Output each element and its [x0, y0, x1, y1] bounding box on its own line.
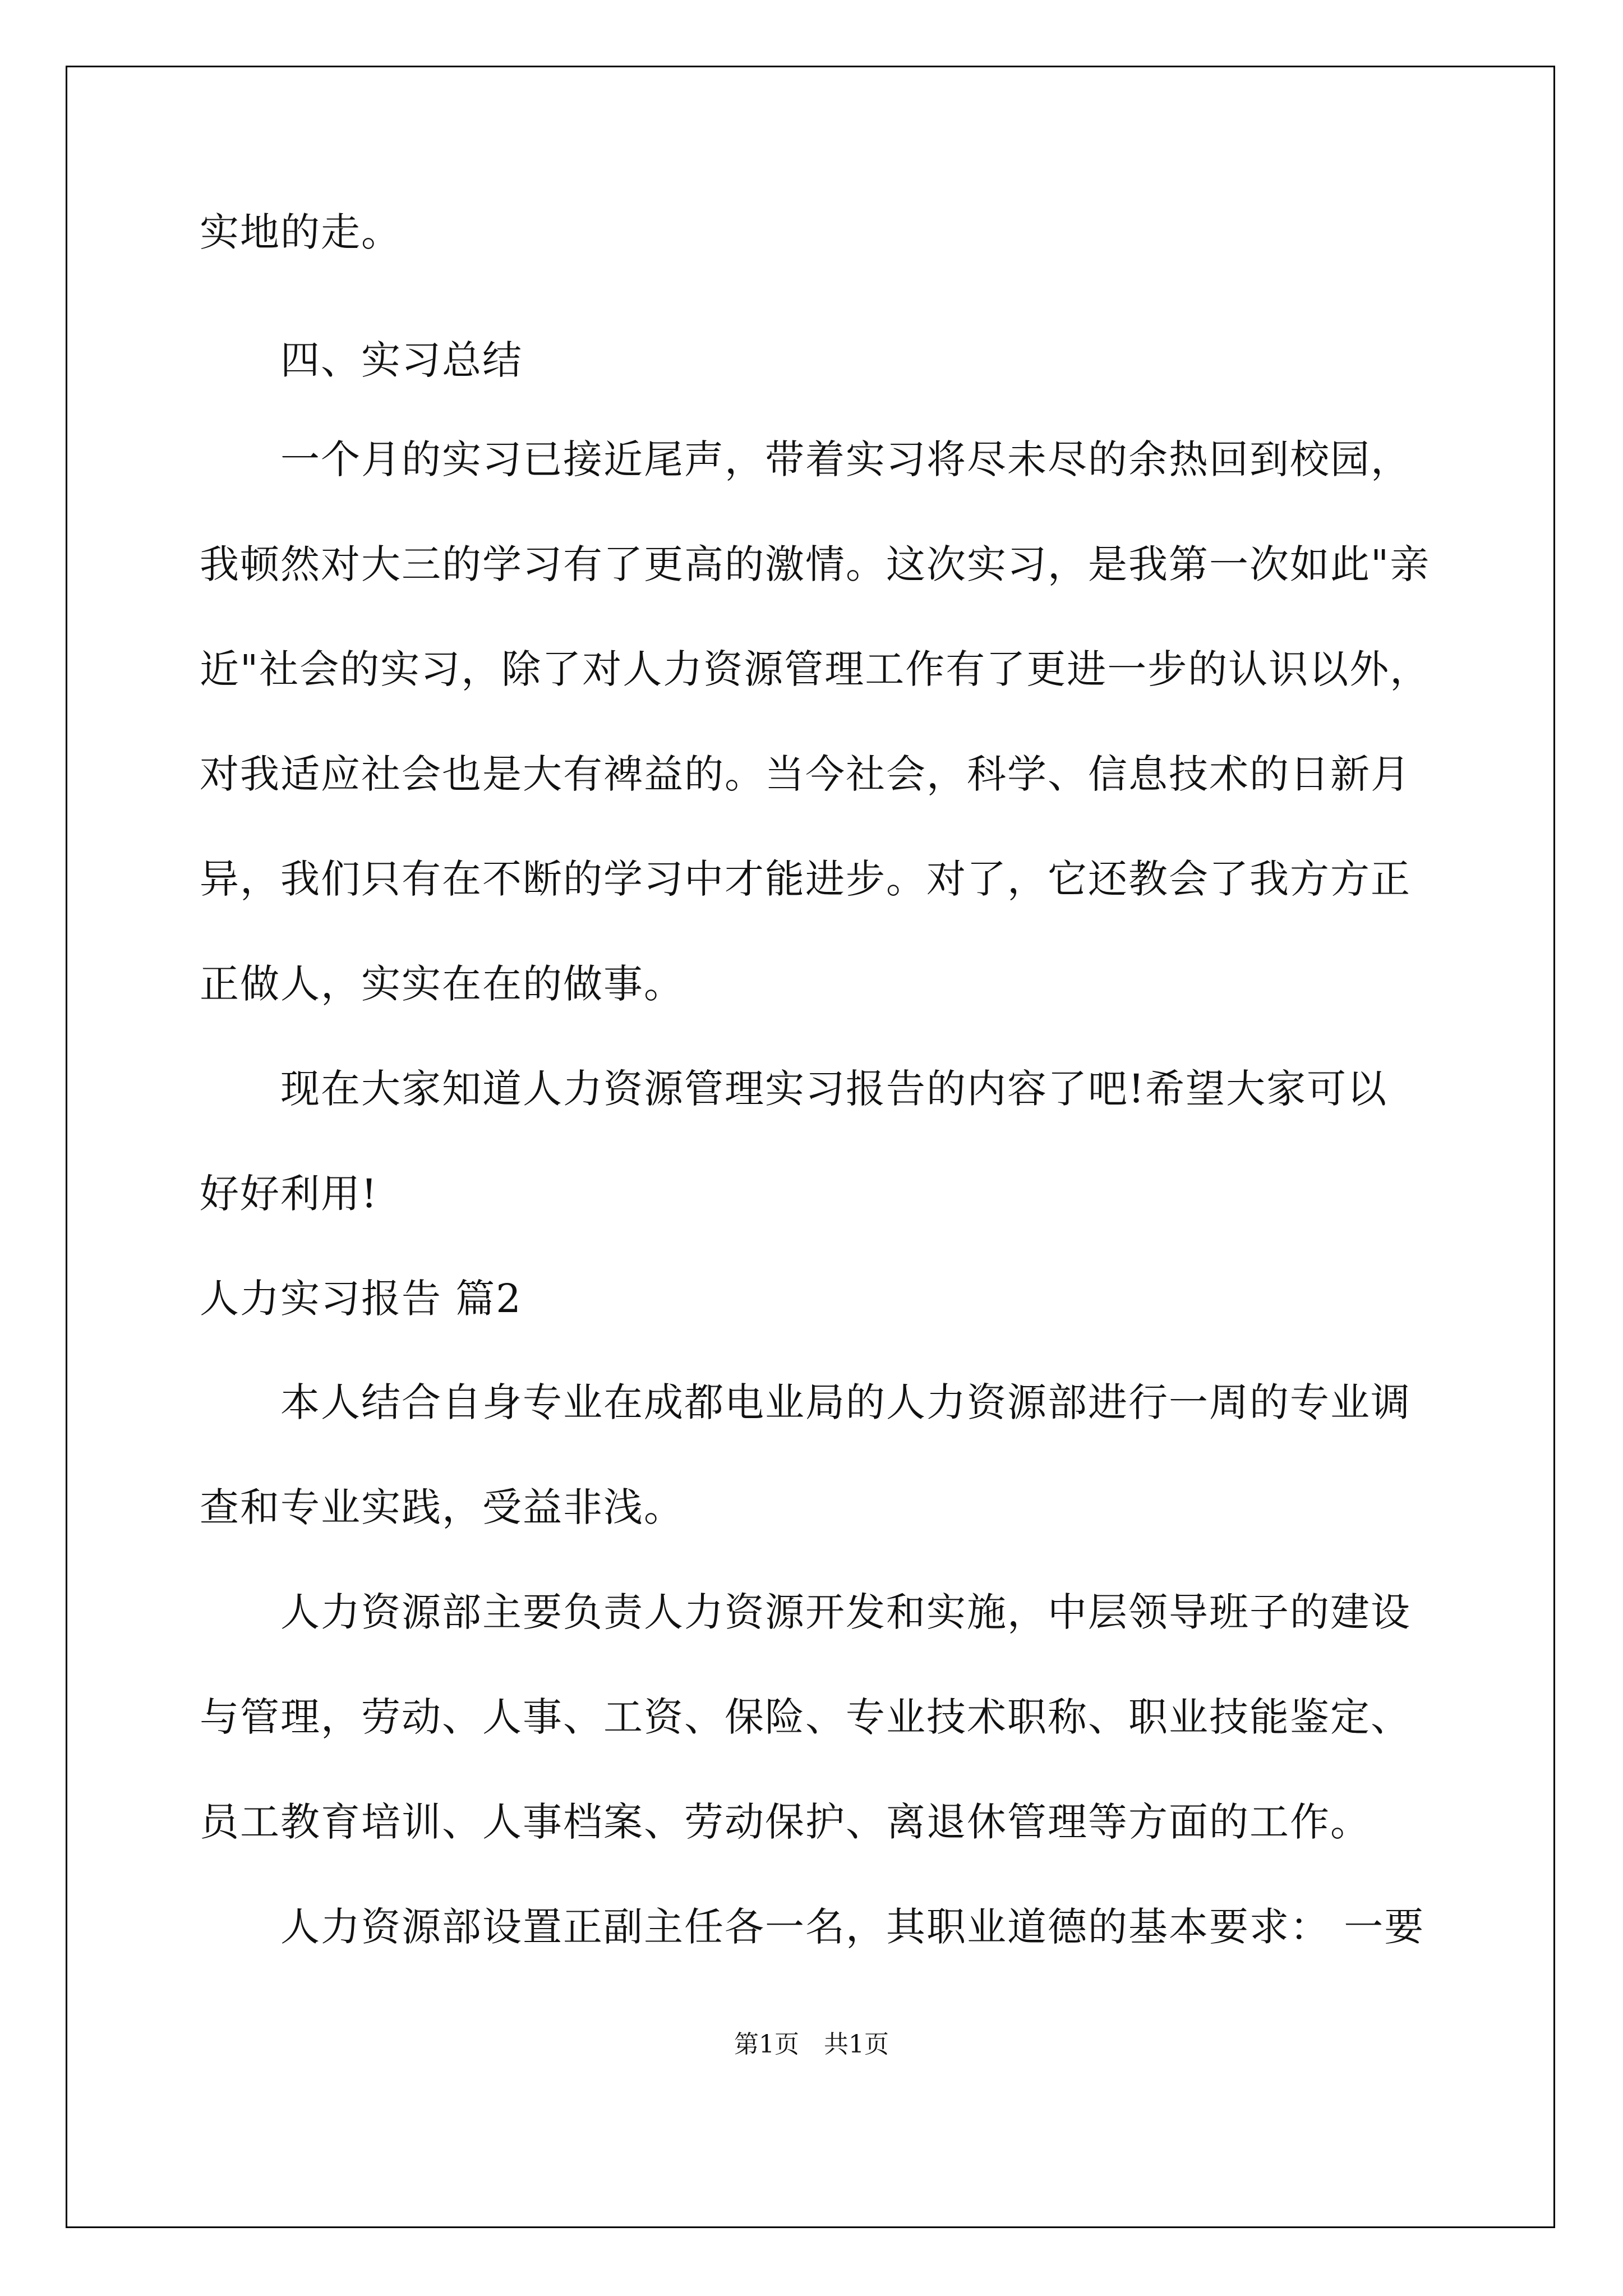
text-line-4: 我顿然对大三的学习有了更高的激情。这次实习，是我第一次如此"亲: [200, 541, 1431, 587]
article-heading: 人力实习报告 篇2: [200, 1276, 522, 1322]
text-line-17: 人力资源部设置正副主任各一名，其职业道德的基本要求： 一要: [280, 1904, 1425, 1950]
text-line-12: 本人结合自身专业在成都电业局的人力资源部进行一周的专业调: [280, 1379, 1411, 1425]
text-line-5: 近"社会的实习，除了对人力资源管理工作有了更进一步的认识以外，: [200, 646, 1431, 692]
text-line-1: 实地的走。: [200, 209, 402, 255]
text-line-9: 现在大家知道人力资源管理实习报告的内容了吧!希望大家可以: [280, 1066, 1388, 1112]
page-footer: 第1页 共1页: [734, 2030, 889, 2059]
text-line-14: 人力资源部主要负责人力资源开发和实施，中层领导班子的建设: [280, 1589, 1411, 1635]
text-line-7: 异，我们只有在不断的学习中才能进步。对了，它还教会了我方方正: [200, 856, 1411, 902]
text-line-13: 查和专业实践，受益非浅。: [200, 1484, 684, 1530]
text-line-15: 与管理，劳动、人事、工资、保险、专业技术职称、职业技能鉴定、: [200, 1694, 1411, 1740]
text-line-16: 员工教育培训、人事档案、劳动保护、离退休管理等方面的工作。: [200, 1799, 1371, 1845]
text-line-3: 一个月的实习已接近尾声，带着实习将尽未尽的余热回到校园，: [280, 436, 1411, 482]
text-line-6: 对我适应社会也是大有裨益的。当今社会，科学、信息技术的日新月: [200, 751, 1411, 797]
text-line-8: 正做人，实实在在的做事。: [200, 961, 684, 1007]
text-line-10: 好好利用!: [200, 1171, 379, 1217]
section-heading-summary: 四、实习总结: [280, 337, 523, 383]
